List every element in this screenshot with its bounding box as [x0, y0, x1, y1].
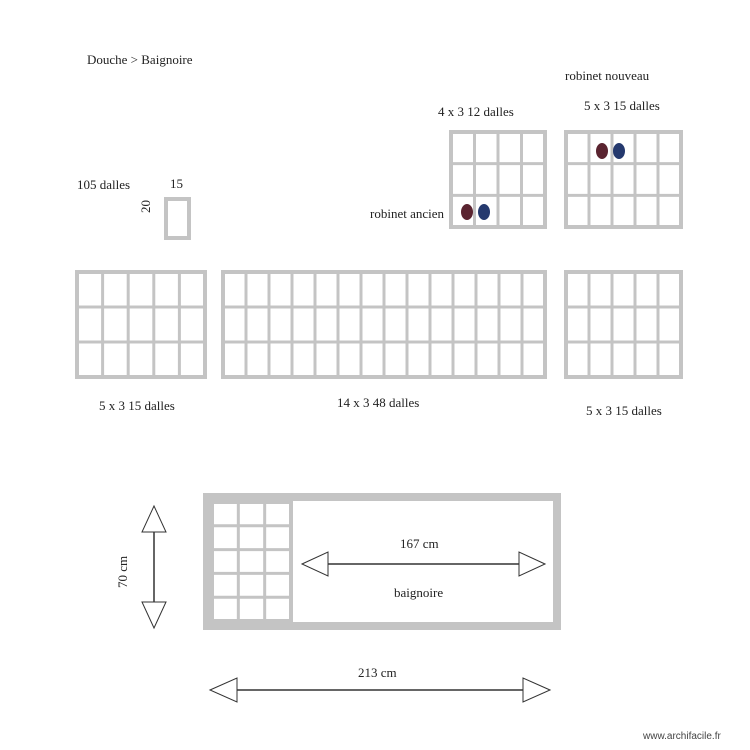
- robinet-nouveau-blue-dot: [613, 143, 625, 159]
- bath-height-arrow-head-top: [142, 506, 166, 532]
- total-length-arrow-head-left: [210, 678, 237, 702]
- grid-5x3-right-label: 5 x 3 15 dalles: [586, 403, 662, 418]
- grid-5x3-top-label: 5 x 3 15 dalles: [584, 98, 660, 113]
- tile-grid-5x3-left-frame: [77, 272, 205, 377]
- robinet-nouveau-label: robinet nouveau: [565, 68, 650, 83]
- robinet-ancien-label: robinet ancien: [370, 206, 444, 221]
- bathtub-tile-grid: [212, 502, 291, 621]
- tile-grid-5x3-left: [77, 272, 205, 377]
- grid-5x3-left-label: 5 x 3 15 dalles: [99, 398, 175, 413]
- single-tile: [166, 199, 189, 238]
- tile-height-label: 20: [138, 200, 153, 213]
- title-label: Douche > Baignoire: [87, 52, 193, 67]
- grid-14x3-label: 14 x 3 48 dalles: [337, 395, 420, 410]
- baignoire-label: baignoire: [394, 585, 444, 600]
- bath-length-label: 167 cm: [400, 536, 439, 551]
- tile-grid-5x3-right-frame: [566, 272, 681, 377]
- bath-length-arrow-head-left: [302, 552, 328, 576]
- watermark: www.archifacile.fr: [643, 731, 721, 742]
- robinet-ancien-red-dot: [461, 204, 473, 220]
- bath-height-label: 70 cm: [115, 555, 130, 588]
- tile-grid-5x3-right: [566, 272, 681, 377]
- bathtub-outline: [207, 497, 557, 626]
- grid-4x3-label: 4 x 3 12 dalles: [438, 104, 514, 119]
- bathtub-tile-grid-frame: [212, 502, 291, 621]
- bath-height-arrow-head-bottom: [142, 602, 166, 628]
- tile-grid-14x3: [223, 272, 545, 377]
- robinet-ancien-blue-dot: [478, 204, 490, 220]
- total-length-label: 213 cm: [358, 665, 397, 680]
- total-length-arrow-head-right: [523, 678, 550, 702]
- dalles-105-label: 105 dalles: [77, 177, 131, 192]
- tile-width-label: 15: [170, 176, 183, 191]
- bath-length-arrow-head-right: [519, 552, 545, 576]
- robinet-nouveau-red-dot: [596, 143, 608, 159]
